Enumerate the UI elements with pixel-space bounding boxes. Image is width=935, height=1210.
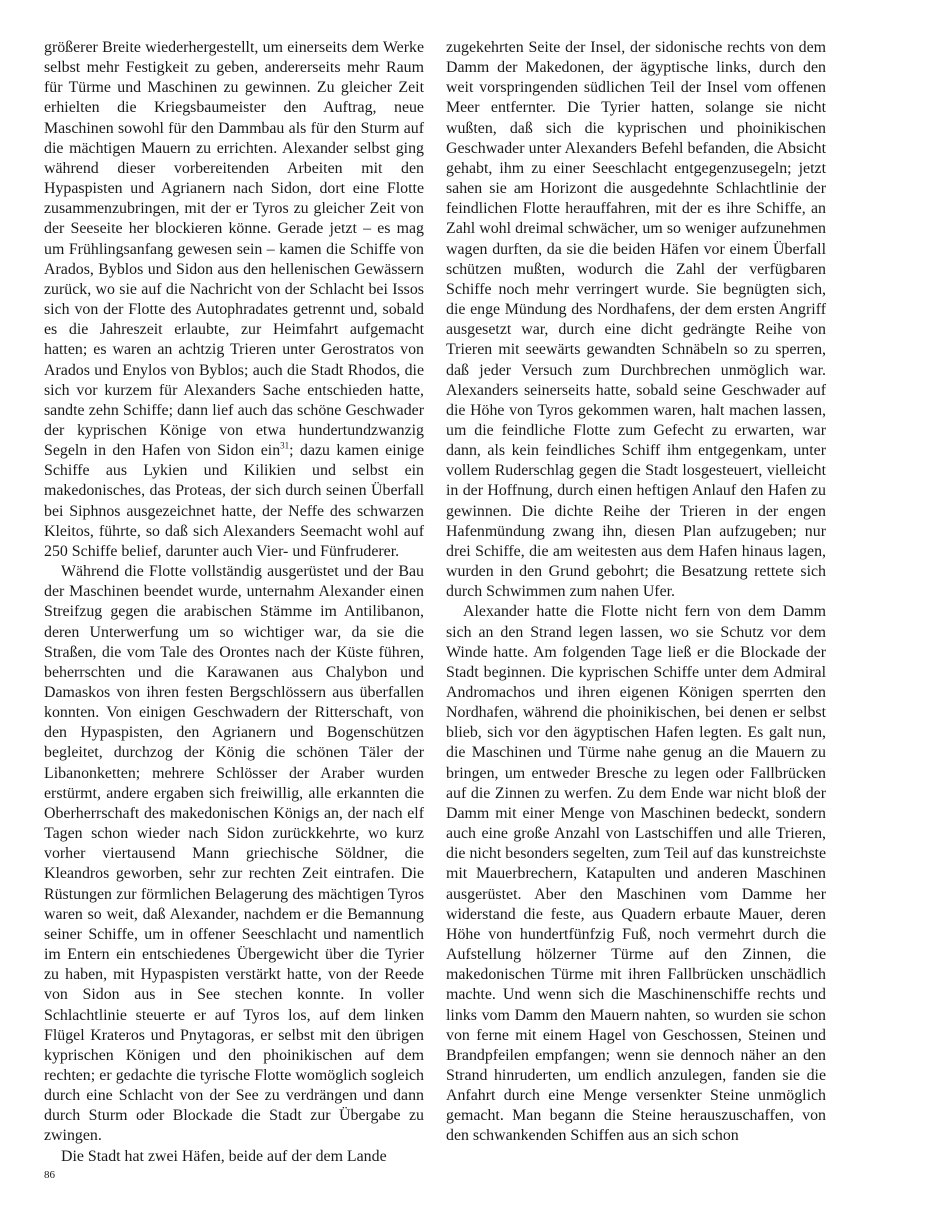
left-paragraph-1-text: größerer Breite wiederhergestellt, um einerseits dem Werke selbst mehr Festigkeit zu geben, andererseits mehr Raum für Türme und Maschinen zu gewinnen. Zu gleicher Zeit erhielten die Kriegsbaumeister den Auftrag, neue Maschinen sowohl für den Dammbau als für den Sturm auf die mächtigen Mauern zu errichten. Alexander selbst ging während dieser vorbereitenden Arbeiten mit den Hypaspisten und Agrianern nach Sidon, dort eine Flotte zusammenzubringen, mit der er Tyros zu gleicher Zeit von der Seeseite her blockieren könne. Gerade jetzt – es mag um Frühlingsanfang gewesen sein – kamen die Schiffe von Arados, Byblos und Sidon aus den hellenischen Gewässern zurück, wo sie auf die Nachricht von der Schlacht bei Issos sich von der Flotte des Autophradates getrennt und, sobald es die Jahreszeit erlaubte, zur Heimfahrt aufgemacht hatten; es waren an achtzig Trieren unter Gerostratos von Arados und Enylos von Byblos; auch die Stadt Rhodos, die sich vor kurzem für Alexanders Sache entschieden hatte, sandte zehn Schiffe; dann lief auch das schöne Geschwader der kyprischen Könige von etwa hundertundzwanzig Segeln in den Hafen von Sidon ein bbox=[44, 39, 424, 460]
left-paragraph-2: Während die Flotte vollständig ausgerüstet und der Bau der Maschinen beendet wurde, unternahm Alexander einen Streifzug gegen die arabischen Stämme im Antilibanon, deren Unterwerfung um so wichtiger war, da sie die Straßen, die vom Tale des Orontes nach der Küste führen, beherrschten und die Karawanen aus Chalybon und Damaskos von ihren festen Bergschlössern aus überfallen konnten. Von einigen Geschwadern der Ritterschaft, von den Hypaspisten, den Agrianern und Bogenschützen begleitet, durchzog der König die schönen Täler der Libanonketten; mehrere Schlösser der Araber wurden erstürmt, andere ergaben sich freiwillig, alle erkannten die Oberherrschaft des makedonischen Königs an, der nach elf Tagen schon wieder nach Sidon zurückkehrte, wo kurz vorher viertausend Mann griechische Söldner, die Kleandros geworben, sehr zur rechten Zeit eintrafen. Die Rüstungen zur förmlichen Belagerung des mächtigen Tyros waren so weit, daß Alexander, nachdem er die Bemannung seiner Schiffe, um in offener Seeschlacht und namentlich im Entern ein entschiedenes Übergewicht über die Tyrier zu haben, mit Hypaspisten verstärkt hatte, von der Reede von Sidon aus in See stechen konnte. In voller Schlachtlinie steuerte er auf Tyros los, auf dem linken Flügel Krateros und Pnytagoras, er selbst mit den übrigen kyprischen Königen und den phoinikischen auf dem rechten; er gedachte die tyrische Flotte womöglich sogleich durch eine Schlacht von der See zu verdrängen und dann durch Sturm oder Blockade die Stadt zur Übergabe zu zwingen. bbox=[44, 563, 424, 1145]
left-paragraph-1 bbox=[44, 38, 424, 562]
page-number: 86 bbox=[44, 1169, 55, 1181]
footnote-marker: 31 bbox=[280, 440, 290, 451]
right-paragraph-1: zugekehrten Seite der Insel, der sidonische rechts von dem Damm der Makedonen, der ägyptische links, durch den weit vorspringenden südlichen Teil der Insel vom offenen Meer entfernter. Die Tyrier hatten, solange sie nicht wußten, daß sich die kyprischen und phoinikischen Geschwader unter Alexanders Befehl befanden, die Absicht gehabt, ihm zu einer Seeschlacht entgegenzusegeln; jetzt sahen sie am Horizont die ausgedehnte Schlachtlinie der feindlichen Flotte herauffahren, mit der es ihre Schiffe, an Zahl wohl dreimal schwächer, um so weniger aufzunehmen wagen durften, da sie die beiden Häfen vor einem Überfall schützen mußten, wodurch die Zahl der verfügbaren Schiffe noch mehr verringert wurde. Sie begnügten sich, die enge Mündung des Nordhafens, der dem ersten Angriff ausgesetzt war, durch eine dicht gedrängte Reihe von Trieren mit seewärts gewandten Schnäbeln so zu sperren, daß jeder Versuch zum Durchbrechen unmöglich war. Alexanders seinerseits hatte, sobald seine Geschwader auf die Höhe von Tyros gekommen waren, halt machen lassen, um die feindliche Flotte zum Gefecht zu erwarten, war dann, als kein feindliches Schiff ihm entgegenkam, unter vollem Ruderschlag gegen die Stadt losgesteuert, vielleicht in der Hoffnung, durch einen heftigen Anlauf den Hafen zu gewinnen. Die dichte Reihe der Trieren in der engen Hafenmündung zwang ihn, diesen Plan aufzugeben; nur drei Schiffe, die am weitesten aus dem Hafen hinaus lagen, wurden in den Grund gebohrt; die Besatzung rettete sich durch Schwimmen zum nahen Ufer. bbox=[446, 39, 826, 601]
left-paragraph-3: Die Stadt hat zwei Häfen, beide auf der dem Lande bbox=[61, 1147, 387, 1165]
left-column bbox=[44, 38, 424, 1167]
right-paragraph-2: Alexander hatte die Flotte nicht fern von dem Damm sich an den Strand legen lassen, wo sie Schutz vor dem Winde hatte. Am folgenden Tage ließ er die Blockade der Stadt beginnen. Die kyprischen Schiffe unter dem Admiral Andromachos und ihren eigenen Königen sperrten den Nordhafen, während die phoinikischen, bei denen er selbst blieb, sich vor den ägyptischen Hafen legten. Es galt nun, die Maschinen und Türme nahe genug an die Mauern zu bringen, um entweder Bresche zu legen oder Fallbrücken auf die Zinnen zu werfen. Zu dem Ende war nicht bloß der Damm mit einer Menge von Maschinen bedeckt, sondern auch eine große Anzahl von Lastschiffen und alle Trieren, die nicht besonders segelten, zum Teil auf das kunstreichste mit Mauerbrechern, Katapulten und anderen Maschinen ausgerüstet. Aber den Maschinen vom Damme her widerstand die feste, aus Quadern erbaute Mauer, deren Höhe von hundertfünfzig Fuß, noch vermehrt durch die Aufstellung hölzerner Türme auf den Zinnen, die makedonischen Türme mit ihren Fallbrücken unschädlich machte. Und wenn sich die Maschinenschiffe rechts und links vom Damm den Mauern nahten, so wurden sie schon von ferne mit einem Hagel von Geschossen, Steinen und Brandpfeilen empfangen; wenn sie dennoch näher an den Strand hinruderten, um endlich anzulegen, fanden sie die Anfahrt durch eine Menge versenkter Steine unmöglich gemacht. Man begann die Steine herauszuschaffen, von den schwankenden Schiffen aus an sich schon bbox=[446, 603, 826, 1145]
right-column bbox=[446, 38, 826, 1147]
left-paragraph-1-tail: ; dazu kamen einige Schiffe aus Lykien und Kilikien und selbst ein makedonisches, das Proteas, der sich durch seinen Überfall bei Siphnos ausgezeichnet hatte, der Neffe des schwarzen Kleitos, führte, so daß sich Alexanders Seemacht wohl auf 250 Schiffe belief, darunter auch Vier- und Fünfruderer. bbox=[44, 442, 424, 560]
